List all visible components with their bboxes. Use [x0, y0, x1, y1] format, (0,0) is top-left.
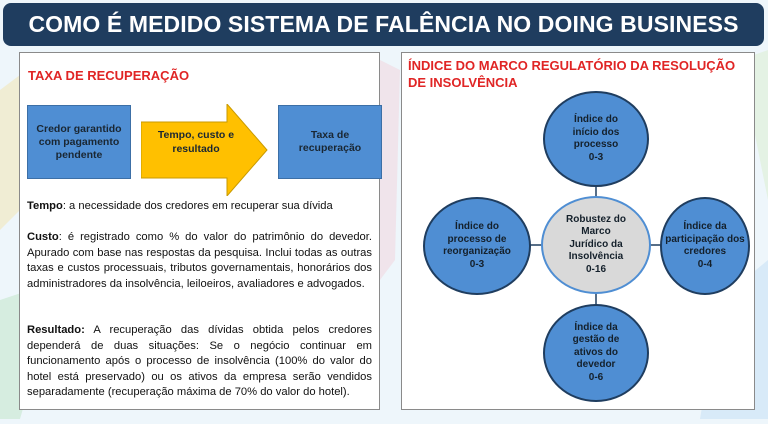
debtor-asset-management-index-label: Índice da gestão de ativos do devedor — [572, 321, 620, 371]
process-start-index-node — [543, 91, 649, 187]
custo-paragraph — [27, 230, 372, 292]
custo-text: : é registrado como % do valor do patrimônio do devedor. Apurado com base nas respostas da pesquisa. Inclui todas as outras taxas e custos processuais, tributos governamentais, honorários dos administradores da insolvência, leiloeiros, avaliadores e advogados. — [27, 231, 372, 290]
reorganization-index-range: 0-3 — [469, 258, 485, 270]
regulatory-index-heading: ÍNDICE DO MARCO REGULATÓRIO DA RESOLUÇÃO DE INSOLVÊNCIA — [408, 58, 736, 90]
process-start-index-label: Índice do início dos processo — [572, 114, 620, 150]
process-arrow-label: Tempo, custo e resultado — [157, 129, 235, 155]
legal-framework-strength-node — [541, 196, 651, 294]
recovery-rate-box-label: Taxa de recuperação — [298, 129, 362, 154]
legal-framework-strength-label: Robustez do Marco Jurídico da Insolvência — [566, 213, 626, 263]
regulatory-index-panel — [401, 52, 755, 410]
recovery-rate-panel — [19, 52, 380, 410]
secured-creditor-label: Credor garantido com pagamento pendente — [36, 122, 122, 161]
reorganization-index-node — [423, 197, 531, 295]
debtor-asset-management-index-range: 0-6 — [588, 371, 604, 383]
title-bar — [3, 3, 764, 46]
creditor-participation-index-node — [660, 197, 750, 295]
resultado-paragraph — [27, 323, 372, 401]
recovery-rate-box — [278, 105, 382, 179]
secured-creditor-box — [27, 105, 131, 179]
recovery-rate-heading: TAXA DE RECUPERAÇÃO — [28, 68, 190, 83]
creditor-participation-index-range: 0-4 — [697, 258, 713, 270]
process-start-index-range: 0-3 — [588, 151, 604, 163]
tempo-text: : a necessidade dos credores em recuperar sua dívida — [62, 200, 333, 212]
page-title: COMO É MEDIDO SISTEMA DE FALÊNCIA NO DOING BUSINESS — [28, 11, 739, 37]
resultado-label: Resultado: — [27, 324, 85, 336]
reorganization-index-label: Índice do processo de reorganização — [443, 221, 511, 257]
debtor-asset-management-index-node — [543, 304, 649, 402]
tempo-label: Tempo — [27, 200, 63, 212]
tempo-paragraph — [27, 199, 372, 215]
legal-framework-strength-range: 0-16 — [585, 263, 606, 275]
creditor-participation-index-label: Índice da participação dos credores — [665, 221, 745, 257]
resultado-text: A recuperação das dívidas obtida pelos credores dependerá de duas situações: Se o negócio continuar em funcionamento após o processo de insolvência (100% do valor do hotel está preservado) ou os ativos da empresa serão vendidos separadamente (recuperação máxima de 70% do valor do hotel). — [27, 324, 372, 399]
custo-label: Custo — [27, 231, 59, 243]
